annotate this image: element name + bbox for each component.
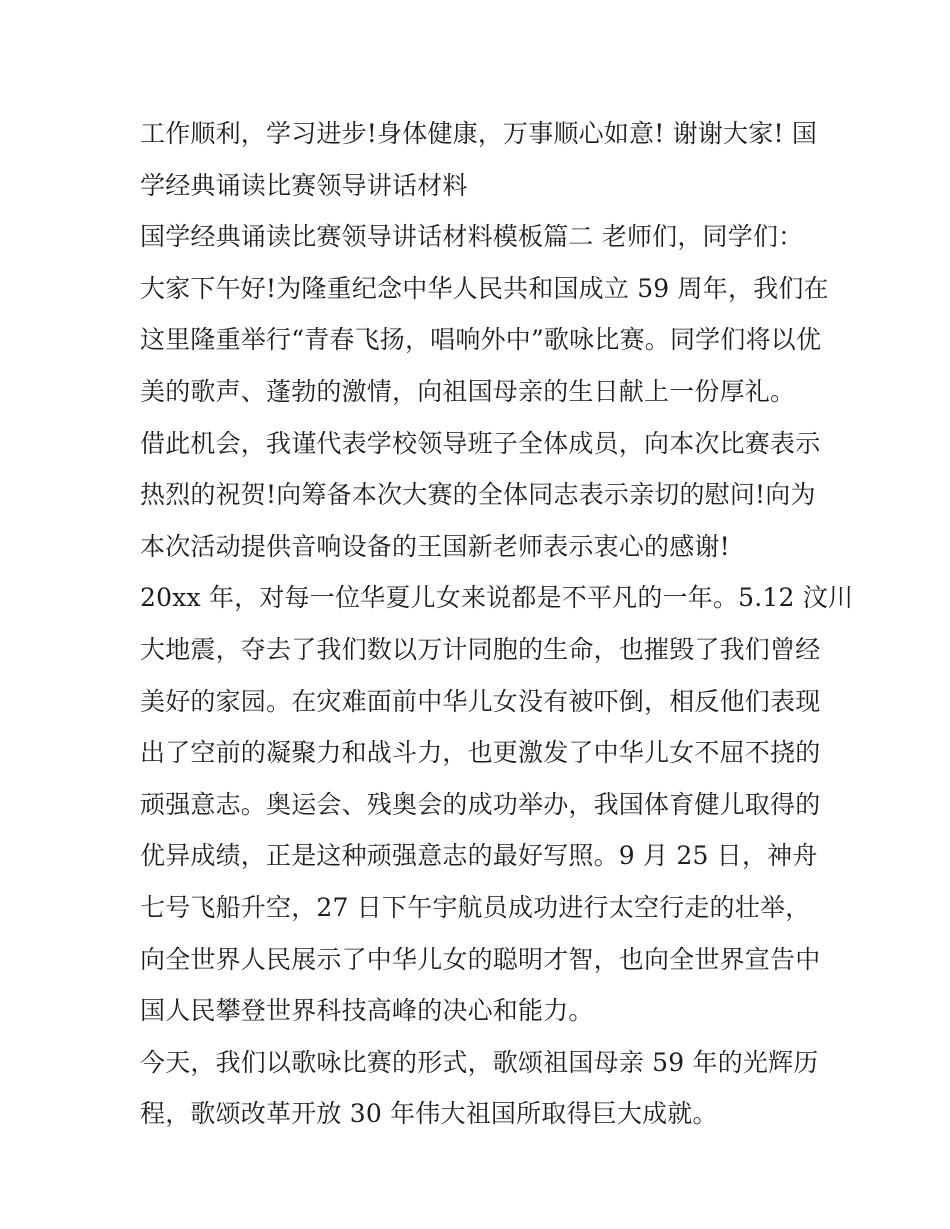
text-line: 学经典诵读比赛领导讲话材料 [140, 170, 468, 200]
text-line: 热烈的祝贺!向筹备本次大赛的全体同志表示亲切的慰问!向为 [140, 480, 816, 510]
text-line: 程，歌颂改革开放 30 年伟大祖国所取得巨大成就。 [140, 1099, 718, 1129]
text-line: 顽强意志。奥运会、残奥会的成功举办，我国体育健儿取得的 [140, 789, 821, 819]
text-line: 美好的家园。在灾难面前中华儿女没有被吓倒，相反他们表现 [140, 686, 821, 716]
text-line: 出了空前的凝聚力和战斗力，也更激发了中华儿女不屈不挠的 [140, 738, 821, 768]
text-line: 美的歌声、蓬勃的激情，向祖国母亲的生日献上一份厚礼。 [140, 376, 796, 406]
text-line: 国学经典诵读比赛领导讲话材料模板篇二 老师们，同学们： [140, 222, 804, 252]
text-line: 这里隆重举行“青春飞扬，唱响外中”歌咏比赛。同学们将以优 [140, 325, 822, 355]
text-line: 今天，我们以歌咏比赛的形式，歌颂祖国母亲 59 年的光辉历 [140, 1047, 819, 1077]
text-line: 优异成绩，正是这种顽强意志的最好写照。9 月 25 日，神舟 [140, 841, 818, 871]
speech-text [140, 108, 854, 1140]
text-line: 20xx 年，对每一位华夏儿女来说都是不平凡的一年。5.12 汶川 [140, 583, 854, 613]
text-line: 借此机会，我谨代表学校领导班子全体成员，向本次比赛表示 [140, 428, 821, 458]
text-line: 大地震，夺去了我们数以万计同胞的生命，也摧毁了我们曾经 [140, 634, 821, 664]
text-line: 工作顺利，学习进步!身体健康，万事顺心如意! 谢谢大家! 国 [140, 119, 818, 148]
text-line: 本次活动提供音响设备的王国新老师表示衷心的感谢! [140, 531, 730, 561]
text-line: 国人民攀登世界科技高峰的决心和能力。 [140, 996, 594, 1026]
text-line: 大家下午好!为隆重纪念中华人民共和国成立 59 周年，我们在 [140, 273, 829, 303]
text-line: 七号飞船升空，27 日下午宇航员成功进行太空行走的壮举， [140, 892, 811, 922]
text-line: 向全世界人民展示了中华儿女的聪明才智，也向全世界宣告中 [140, 944, 821, 974]
